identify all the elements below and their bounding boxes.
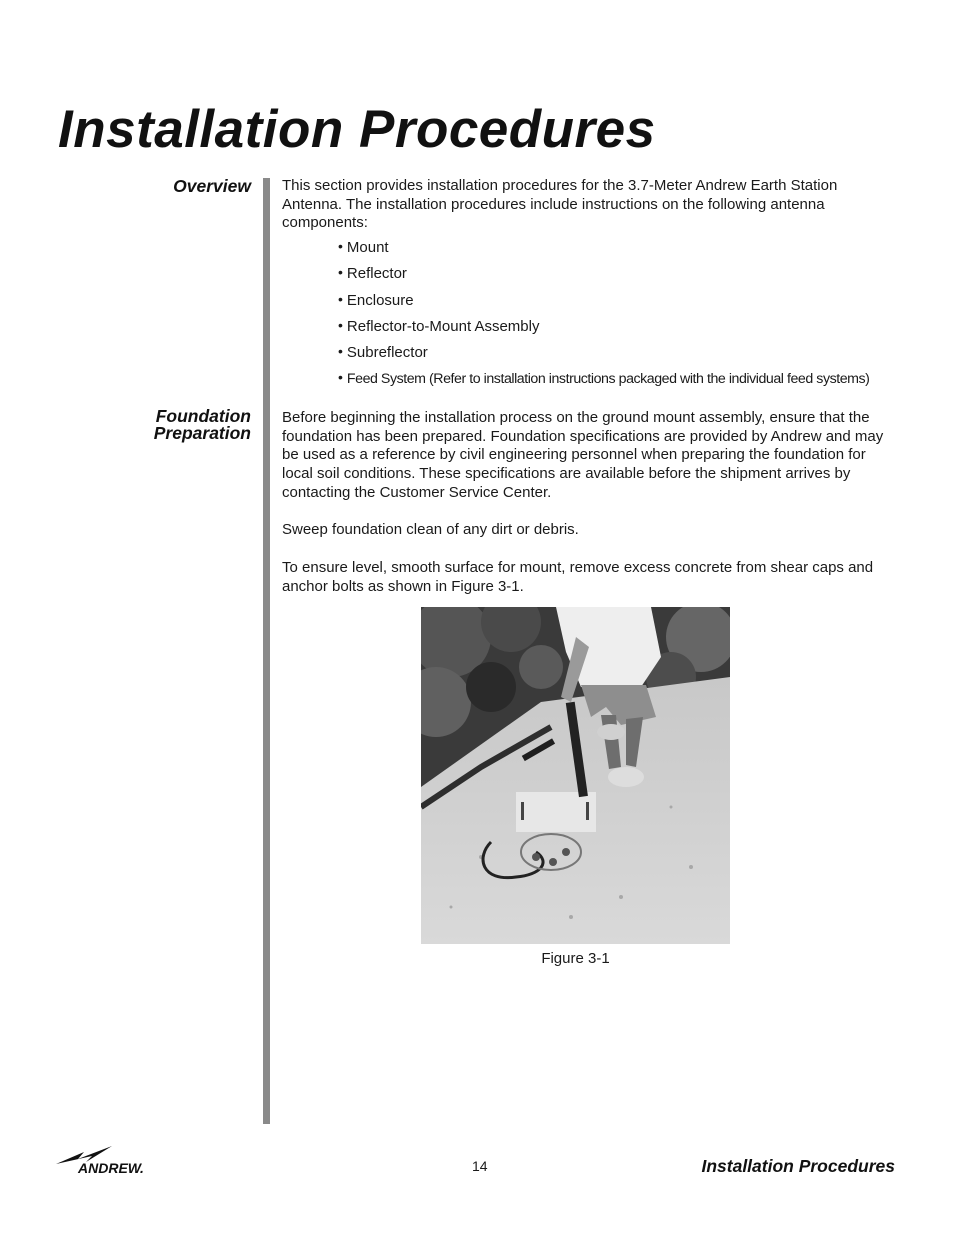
list-item: • Feed System (Refer to installation instructions packaged with the individual feed systems) [338, 369, 870, 388]
footer-section-title: Installation Procedures [701, 1156, 895, 1176]
figure-photo [421, 607, 730, 944]
page-number: 14 [472, 1158, 488, 1174]
component-list [338, 238, 918, 396]
andrew-logo [56, 1142, 172, 1176]
overview-heading [51, 178, 251, 195]
foundation-heading-line2: Preparation [153, 423, 251, 443]
list-item: • Reflector [338, 264, 407, 283]
vertical-rule [263, 178, 270, 1124]
overview-intro [282, 177, 894, 233]
foundation-heading [51, 408, 251, 442]
overview-intro-text: This section provides installation procedures for the 3.7-Meter Andrew Earth Station Antenna. The installation procedures include instructions on the following antenna components: [282, 177, 838, 232]
bullet-icon: • [338, 343, 343, 360]
bullet-icon: • [338, 316, 343, 333]
list-item: • Subreflector [338, 343, 428, 362]
figure-caption: Figure 3-1 [541, 950, 610, 967]
bullet-icon: • [338, 238, 343, 254]
bullet-icon: • [338, 369, 343, 386]
foundation-heading-line1: Foundation [155, 406, 251, 426]
bullet-icon: • [338, 264, 343, 281]
svg-text:ANDREW.: ANDREW. [78, 1160, 144, 1176]
list-item: • Reflector-to-Mount Assembly [338, 316, 540, 335]
foundation-paragraph-1: Before beginning the installation process on the ground mount assembly, ensure that the foundation has been prepared. Foundation specifications are provided by Andrew and may be used as a reference by civil engineering personnel when preparing the foundation for local soil conditions. These specifications are available before the shipment arrives by contacting the Customer Service Center. [282, 409, 884, 501]
list-item: • Enclosure [338, 290, 414, 309]
list-item: • Mount [338, 238, 389, 256]
bullet-icon: • [338, 290, 343, 307]
foundation-paragraph-2: Sweep foundation clean of any dirt or debris. [282, 521, 579, 538]
page-title: Installation Procedures [58, 100, 656, 159]
figure-photo-image [421, 607, 730, 944]
andrew-lightning-icon [56, 1142, 172, 1176]
foundation-paragraph-3: To ensure level, smooth surface for mount, remove excess concrete from shear caps and anchor bolts as shown in Figure 3-1. [282, 559, 874, 595]
overview-heading-text: Overview [173, 176, 251, 196]
